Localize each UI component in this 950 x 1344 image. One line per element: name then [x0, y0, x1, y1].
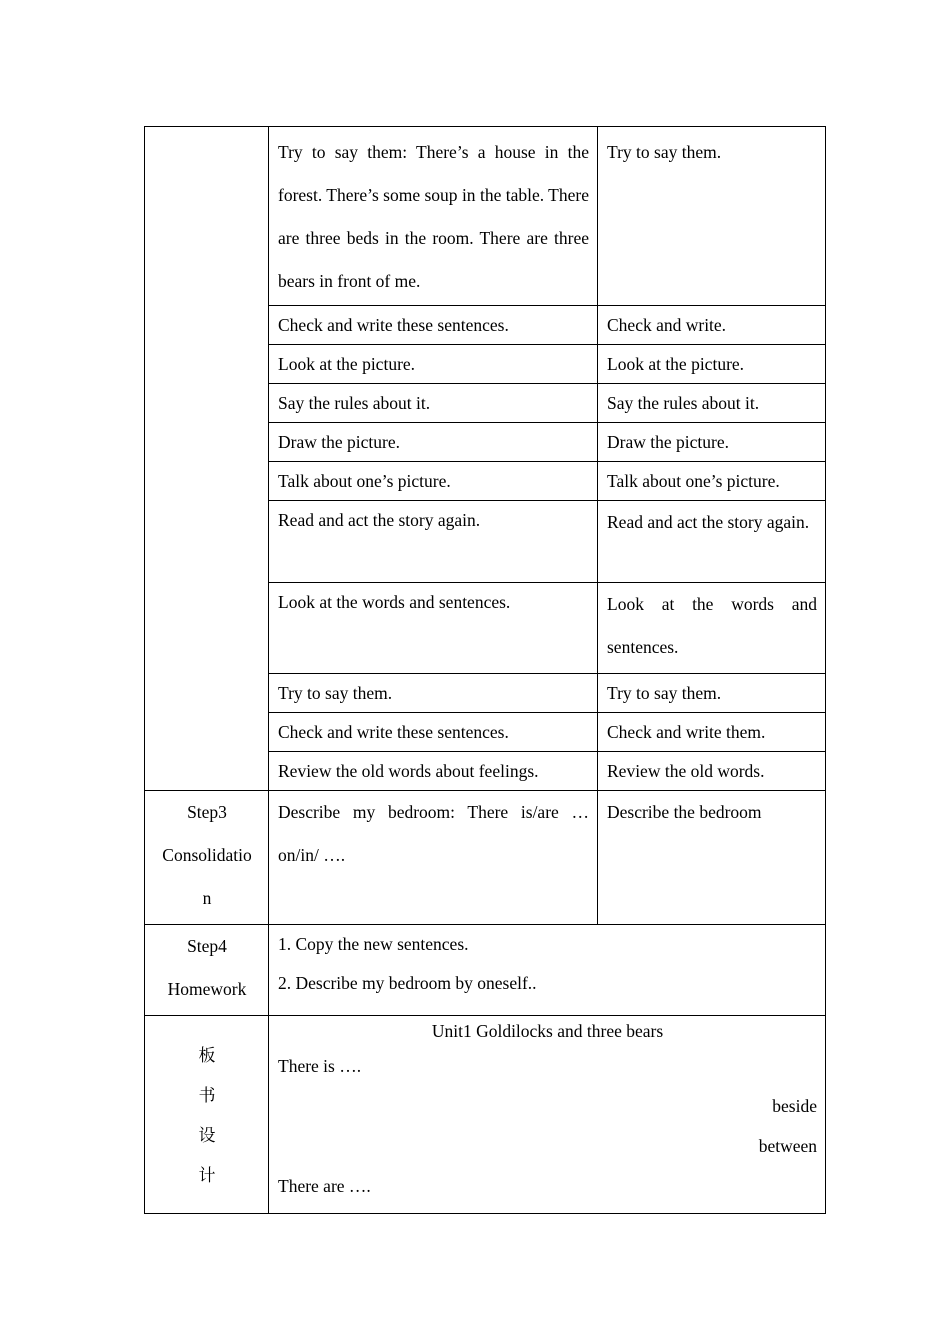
- step4-label: Step4: [187, 936, 227, 956]
- student-activity: Draw the picture.: [598, 423, 826, 462]
- teacher-activity: Review the old words about feelings.: [269, 752, 598, 791]
- consolidation-student: Describe the bedroom: [598, 791, 826, 925]
- homework-row: [145, 925, 826, 1016]
- board-char: 设: [198, 1126, 216, 1146]
- step4-cell: [145, 925, 269, 1016]
- student-activity: Look at the picture.: [598, 345, 826, 384]
- teacher-activity: Check and write these sentences.: [269, 713, 598, 752]
- board-char: 计: [198, 1166, 216, 1186]
- teacher-activity: Say the rules about it.: [269, 384, 598, 423]
- student-activity: Look at the words and sentences.: [598, 583, 826, 674]
- teacher-activity: Try to say them.: [269, 674, 598, 713]
- homework-content: [269, 925, 826, 1016]
- board-word-between: between: [758, 1136, 817, 1156]
- student-activity: Try to say them.: [598, 127, 826, 306]
- board-design-content: [269, 1016, 826, 1214]
- student-activity: Talk about one’s picture.: [598, 462, 826, 501]
- teacher-activity: Draw the picture.: [269, 423, 598, 462]
- teacher-activity: Talk about one’s picture.: [269, 462, 598, 501]
- student-activity: Try to say them.: [598, 674, 826, 713]
- teacher-activity: Look at the picture.: [269, 345, 598, 384]
- board-line-there-is: There is ….: [278, 1056, 362, 1076]
- table-row: [145, 127, 826, 306]
- student-activity: Review the old words.: [598, 752, 826, 791]
- homework-item: 2. Describe my bedroom by oneself..: [278, 973, 537, 993]
- step3-label: Step3: [187, 802, 227, 822]
- step3-cell: [145, 791, 269, 925]
- board-line-there-are: There are ….: [278, 1176, 371, 1196]
- student-activity: Read and act the story again.: [598, 501, 826, 583]
- student-activity: Check and write them.: [598, 713, 826, 752]
- board-char: 书: [198, 1086, 216, 1106]
- consolidation-row: [145, 791, 826, 925]
- board-design-row: [145, 1016, 826, 1214]
- homework-item: 1. Copy the new sentences.: [278, 934, 469, 954]
- lesson-plan-table: [144, 126, 826, 1214]
- student-activity: Say the rules about it.: [598, 384, 826, 423]
- step3-title-part2: n: [202, 888, 212, 908]
- teacher-activity: Try to say them: There’s a house in the forest. There’s some soup in the table. There are three beds in the room. There are three bears in front of me.: [269, 127, 598, 306]
- board-heading: Unit1 Goldilocks and three bears: [431, 1021, 664, 1041]
- step4-title: Homework: [167, 979, 247, 999]
- student-activity: Check and write.: [598, 306, 826, 345]
- teacher-activity: Check and write these sentences.: [269, 306, 598, 345]
- teacher-activity: Read and act the story again.: [269, 501, 598, 583]
- step3-title-part1: Consolidatio: [162, 845, 252, 865]
- consolidation-teacher: Describe my bedroom: There is/are … on/in/ ….: [269, 791, 598, 925]
- board-design-label: [145, 1016, 269, 1214]
- step-cell-empty: [145, 127, 269, 791]
- board-word-beside: beside: [772, 1096, 817, 1116]
- teacher-activity: Look at the words and sentences.: [269, 583, 598, 674]
- board-char: 板: [198, 1046, 216, 1066]
